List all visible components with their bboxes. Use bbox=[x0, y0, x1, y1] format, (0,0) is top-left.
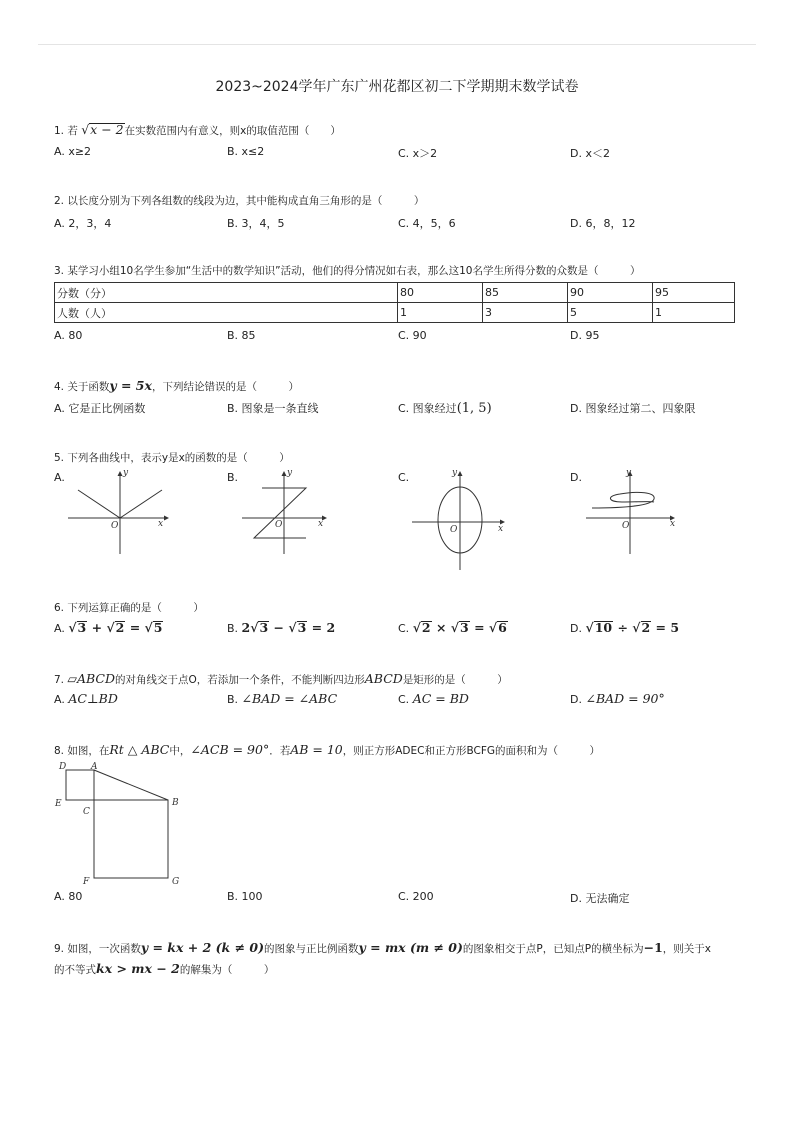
q9-line2-pre: 的不等式 bbox=[54, 964, 96, 976]
question-8 bbox=[54, 742, 600, 758]
label-f: F bbox=[83, 877, 90, 887]
question-3: 3. 某学习小组10名学生参加“生活中的数学知识”活动，他们的得分情况如右表，那么这10名学生所得分数的众数是（ ） bbox=[54, 265, 641, 277]
q1-sqrt: √x − 2 bbox=[81, 122, 124, 137]
table-row bbox=[55, 283, 735, 303]
q7-label-b: B. bbox=[227, 693, 239, 706]
origin-label: O bbox=[622, 521, 630, 531]
q7-option-a bbox=[54, 691, 118, 706]
q3-option-d: D. 95 bbox=[570, 329, 600, 342]
q7-post: 是矩形的是（ ） bbox=[402, 674, 508, 686]
q1-radicand: x − 2 bbox=[90, 122, 124, 137]
q4-formula: y = 5x bbox=[109, 378, 152, 393]
q6-label-c: C. bbox=[398, 622, 410, 635]
label-d: D bbox=[59, 762, 67, 772]
q2-option-c: C. 4，5，6 bbox=[398, 217, 456, 230]
q6-b-expr: 2√3 − √3 = 2 bbox=[241, 620, 336, 635]
q4-option-c-point: (1, 5) bbox=[456, 401, 492, 416]
op: + bbox=[87, 620, 107, 635]
op: = bbox=[469, 620, 489, 635]
x-label: x bbox=[158, 519, 164, 529]
q6-c-expr: √2 × √3 = √6 bbox=[412, 620, 507, 635]
table-cell: 1 bbox=[653, 303, 735, 323]
q7-pre: 7. bbox=[54, 674, 68, 686]
y-arrow bbox=[458, 471, 463, 476]
q8-tri: Rt △ ABC bbox=[109, 742, 170, 757]
table-cell: 3 bbox=[483, 303, 568, 323]
q7-option-d bbox=[570, 691, 665, 706]
q6-option-a bbox=[54, 620, 163, 635]
q7-option-c bbox=[398, 691, 469, 706]
q9-mid2: 的图象相交于点P，已知点P的横坐标为 bbox=[462, 943, 644, 955]
question-7 bbox=[54, 671, 508, 687]
op: − bbox=[269, 620, 289, 635]
table-cell: 人数（人） bbox=[55, 303, 398, 323]
table-cell: 1 bbox=[398, 303, 483, 323]
q2-option-b: B. 3，4，5 bbox=[227, 217, 285, 230]
q7-label-d: D. bbox=[570, 693, 582, 706]
graph-a bbox=[60, 466, 170, 556]
q6-option-d bbox=[570, 620, 679, 635]
segment-ab bbox=[94, 770, 168, 800]
radicand: 3 bbox=[297, 620, 307, 635]
op: = bbox=[125, 620, 145, 635]
graph-d bbox=[582, 466, 682, 556]
q7-c-text: AC = BD bbox=[412, 691, 469, 706]
op: ÷ bbox=[613, 620, 633, 635]
question-9-line-1 bbox=[54, 940, 711, 956]
radicand: 5 bbox=[153, 620, 163, 635]
q7-mid: 的对角线交于点O，若添加一个条件，不能判断四边形 bbox=[115, 674, 365, 686]
q5-label-b: B. bbox=[227, 471, 239, 484]
radicand: 3 bbox=[460, 620, 469, 635]
table-cell: 分数（分） bbox=[55, 283, 398, 303]
q4-option-a: A. 它是正比例函数 bbox=[54, 402, 146, 415]
table-cell: 90 bbox=[568, 283, 653, 303]
q1-post: 在实数范围内有意义，则x的取值范围（ ） bbox=[124, 125, 341, 137]
q9-f2: y = mx (m ≠ 0) bbox=[358, 940, 463, 955]
q1-option-b: B. x≤2 bbox=[227, 145, 265, 158]
q9-val: −1 bbox=[643, 940, 663, 955]
label-b: B bbox=[172, 798, 179, 808]
origin-label: O bbox=[275, 520, 283, 530]
op: = 5 bbox=[651, 620, 680, 635]
score-table bbox=[54, 282, 735, 323]
question-4 bbox=[54, 378, 299, 394]
label-c: C bbox=[83, 807, 90, 817]
graph-b bbox=[236, 466, 336, 556]
q9-f1: y = kx + 2 (k ≠ 0) bbox=[140, 940, 265, 955]
op: = 2 bbox=[307, 620, 336, 635]
q5-label-a: A. bbox=[54, 471, 65, 484]
table-cell: 95 bbox=[653, 283, 735, 303]
x-label: x bbox=[670, 519, 676, 529]
op: × bbox=[431, 620, 451, 635]
s-curve bbox=[592, 492, 654, 508]
q6-label-d: D. bbox=[570, 622, 582, 635]
question-6: 6. 下列运算正确的是（ ） bbox=[54, 602, 204, 614]
x-arrow bbox=[164, 516, 169, 521]
table-cell: 85 bbox=[483, 283, 568, 303]
question-2: 2. 以长度分别为下列各组数的线段为边，其中能构成直角三角形的是（ ） bbox=[54, 195, 425, 207]
q9-ineq: kx > mx − 2 bbox=[96, 961, 180, 976]
q7-label-c: C. bbox=[398, 693, 410, 706]
q9-post: ，则关于x bbox=[662, 943, 711, 955]
square-adec bbox=[66, 770, 94, 800]
coef: 2 bbox=[241, 620, 251, 635]
q8-angle: ∠ACB = 90° bbox=[190, 742, 270, 757]
q9-line2-post: 的解集为（ ） bbox=[179, 964, 275, 976]
label-g: G bbox=[172, 877, 180, 887]
y-arrow bbox=[118, 471, 123, 476]
q5-label-c: C. bbox=[398, 471, 410, 484]
exam-title: 2023~2024学年广东广州花都区初二下学期期末数学试卷 bbox=[215, 79, 579, 95]
q5-label-d: D. bbox=[570, 471, 582, 484]
label-e: E bbox=[55, 799, 62, 809]
z-curve bbox=[254, 488, 306, 538]
q8-mid2: ．若 bbox=[269, 745, 291, 757]
y-arrow bbox=[282, 471, 287, 476]
q7-a-text: AC⊥BD bbox=[68, 691, 118, 706]
q1-option-c: C. x＞2 bbox=[398, 147, 438, 160]
radicand: 10 bbox=[594, 620, 613, 635]
q6-option-c bbox=[398, 620, 508, 635]
radicand: 6 bbox=[498, 620, 507, 635]
q7-option-b bbox=[227, 691, 337, 706]
question-9-line-2 bbox=[54, 961, 274, 977]
q1-pre: 1. 若 bbox=[54, 125, 78, 137]
radicand: 2 bbox=[115, 620, 125, 635]
q8-option-b: B. 100 bbox=[227, 890, 263, 903]
q8-post: ，则正方形ADEC和正方形BCFG的面积和为（ ） bbox=[342, 745, 601, 757]
q3-option-a: A. 80 bbox=[54, 329, 83, 342]
q6-label-a: A. bbox=[54, 622, 65, 635]
y-label: y bbox=[452, 468, 458, 478]
q6-label-b: B. bbox=[227, 622, 239, 635]
q6-option-b bbox=[227, 620, 335, 635]
y-label: y bbox=[287, 468, 293, 478]
q3-option-c: C. 90 bbox=[398, 329, 427, 342]
q8-option-d: D. 无法确定 bbox=[570, 892, 630, 905]
radicand: 2 bbox=[641, 620, 651, 635]
q2-option-d: D. 6，8，12 bbox=[570, 217, 636, 230]
y-label: y bbox=[626, 468, 632, 478]
question-1 bbox=[54, 122, 341, 138]
q6-a-expr: √3 + √2 = √5 bbox=[68, 620, 163, 635]
x-label: x bbox=[318, 519, 324, 529]
graph-c bbox=[408, 466, 513, 576]
q4-option-b: B. 图象是一条直线 bbox=[227, 402, 319, 415]
squares-figure bbox=[54, 758, 184, 888]
q8-ab: AB = 10 bbox=[290, 742, 343, 757]
label-a: A bbox=[91, 762, 98, 772]
q4-option-c bbox=[398, 400, 492, 416]
q4-option-d: D. 图象经过第二、四象限 bbox=[570, 402, 696, 415]
y-label: y bbox=[123, 468, 129, 478]
q7-quad: ABCD bbox=[364, 671, 403, 686]
q6-d-expr: √10 ÷ √2 = 5 bbox=[585, 620, 680, 635]
q4-option-c-text: C. 图象经过 bbox=[398, 402, 457, 415]
question-5: 5. 下列各曲线中，表示y是x的函数的是（ ） bbox=[54, 452, 290, 464]
top-rule bbox=[38, 44, 756, 45]
origin-label: O bbox=[111, 521, 119, 531]
q4-pre: 4. 关于函数 bbox=[54, 381, 110, 393]
q7-d-text: ∠BAD = 90° bbox=[585, 691, 665, 706]
table-cell: 5 bbox=[568, 303, 653, 323]
q7-b-text: ∠BAD = ∠ABC bbox=[241, 691, 338, 706]
q3-option-b: B. 85 bbox=[227, 329, 256, 342]
q8-option-a: A. 80 bbox=[54, 890, 83, 903]
table-cell: 80 bbox=[398, 283, 483, 303]
radicand: 2 bbox=[421, 620, 431, 635]
origin-label: O bbox=[450, 525, 458, 535]
q8-option-c: C. 200 bbox=[398, 890, 434, 903]
q8-mid1: 中， bbox=[169, 745, 191, 757]
q1-option-a: A. x≥2 bbox=[54, 145, 92, 158]
radicand: 3 bbox=[77, 620, 87, 635]
q8-pre: 8. 如图，在 bbox=[54, 745, 110, 757]
q9-mid1: 的图象与正比例函数 bbox=[264, 943, 359, 955]
q1-option-d: D. x＜2 bbox=[570, 147, 610, 160]
x-label: x bbox=[498, 524, 504, 534]
q7-label-a: A. bbox=[54, 693, 65, 706]
radicand: 3 bbox=[259, 620, 269, 635]
q9-pre: 9. 如图，一次函数 bbox=[54, 943, 141, 955]
q7-para: ▱ABCD bbox=[67, 671, 116, 686]
square-bcfg bbox=[94, 800, 168, 878]
q2-option-a: A. 2，3，4 bbox=[54, 217, 112, 230]
table-row bbox=[55, 303, 735, 323]
q4-post: ，下列结论错误的是（ ） bbox=[151, 381, 299, 393]
